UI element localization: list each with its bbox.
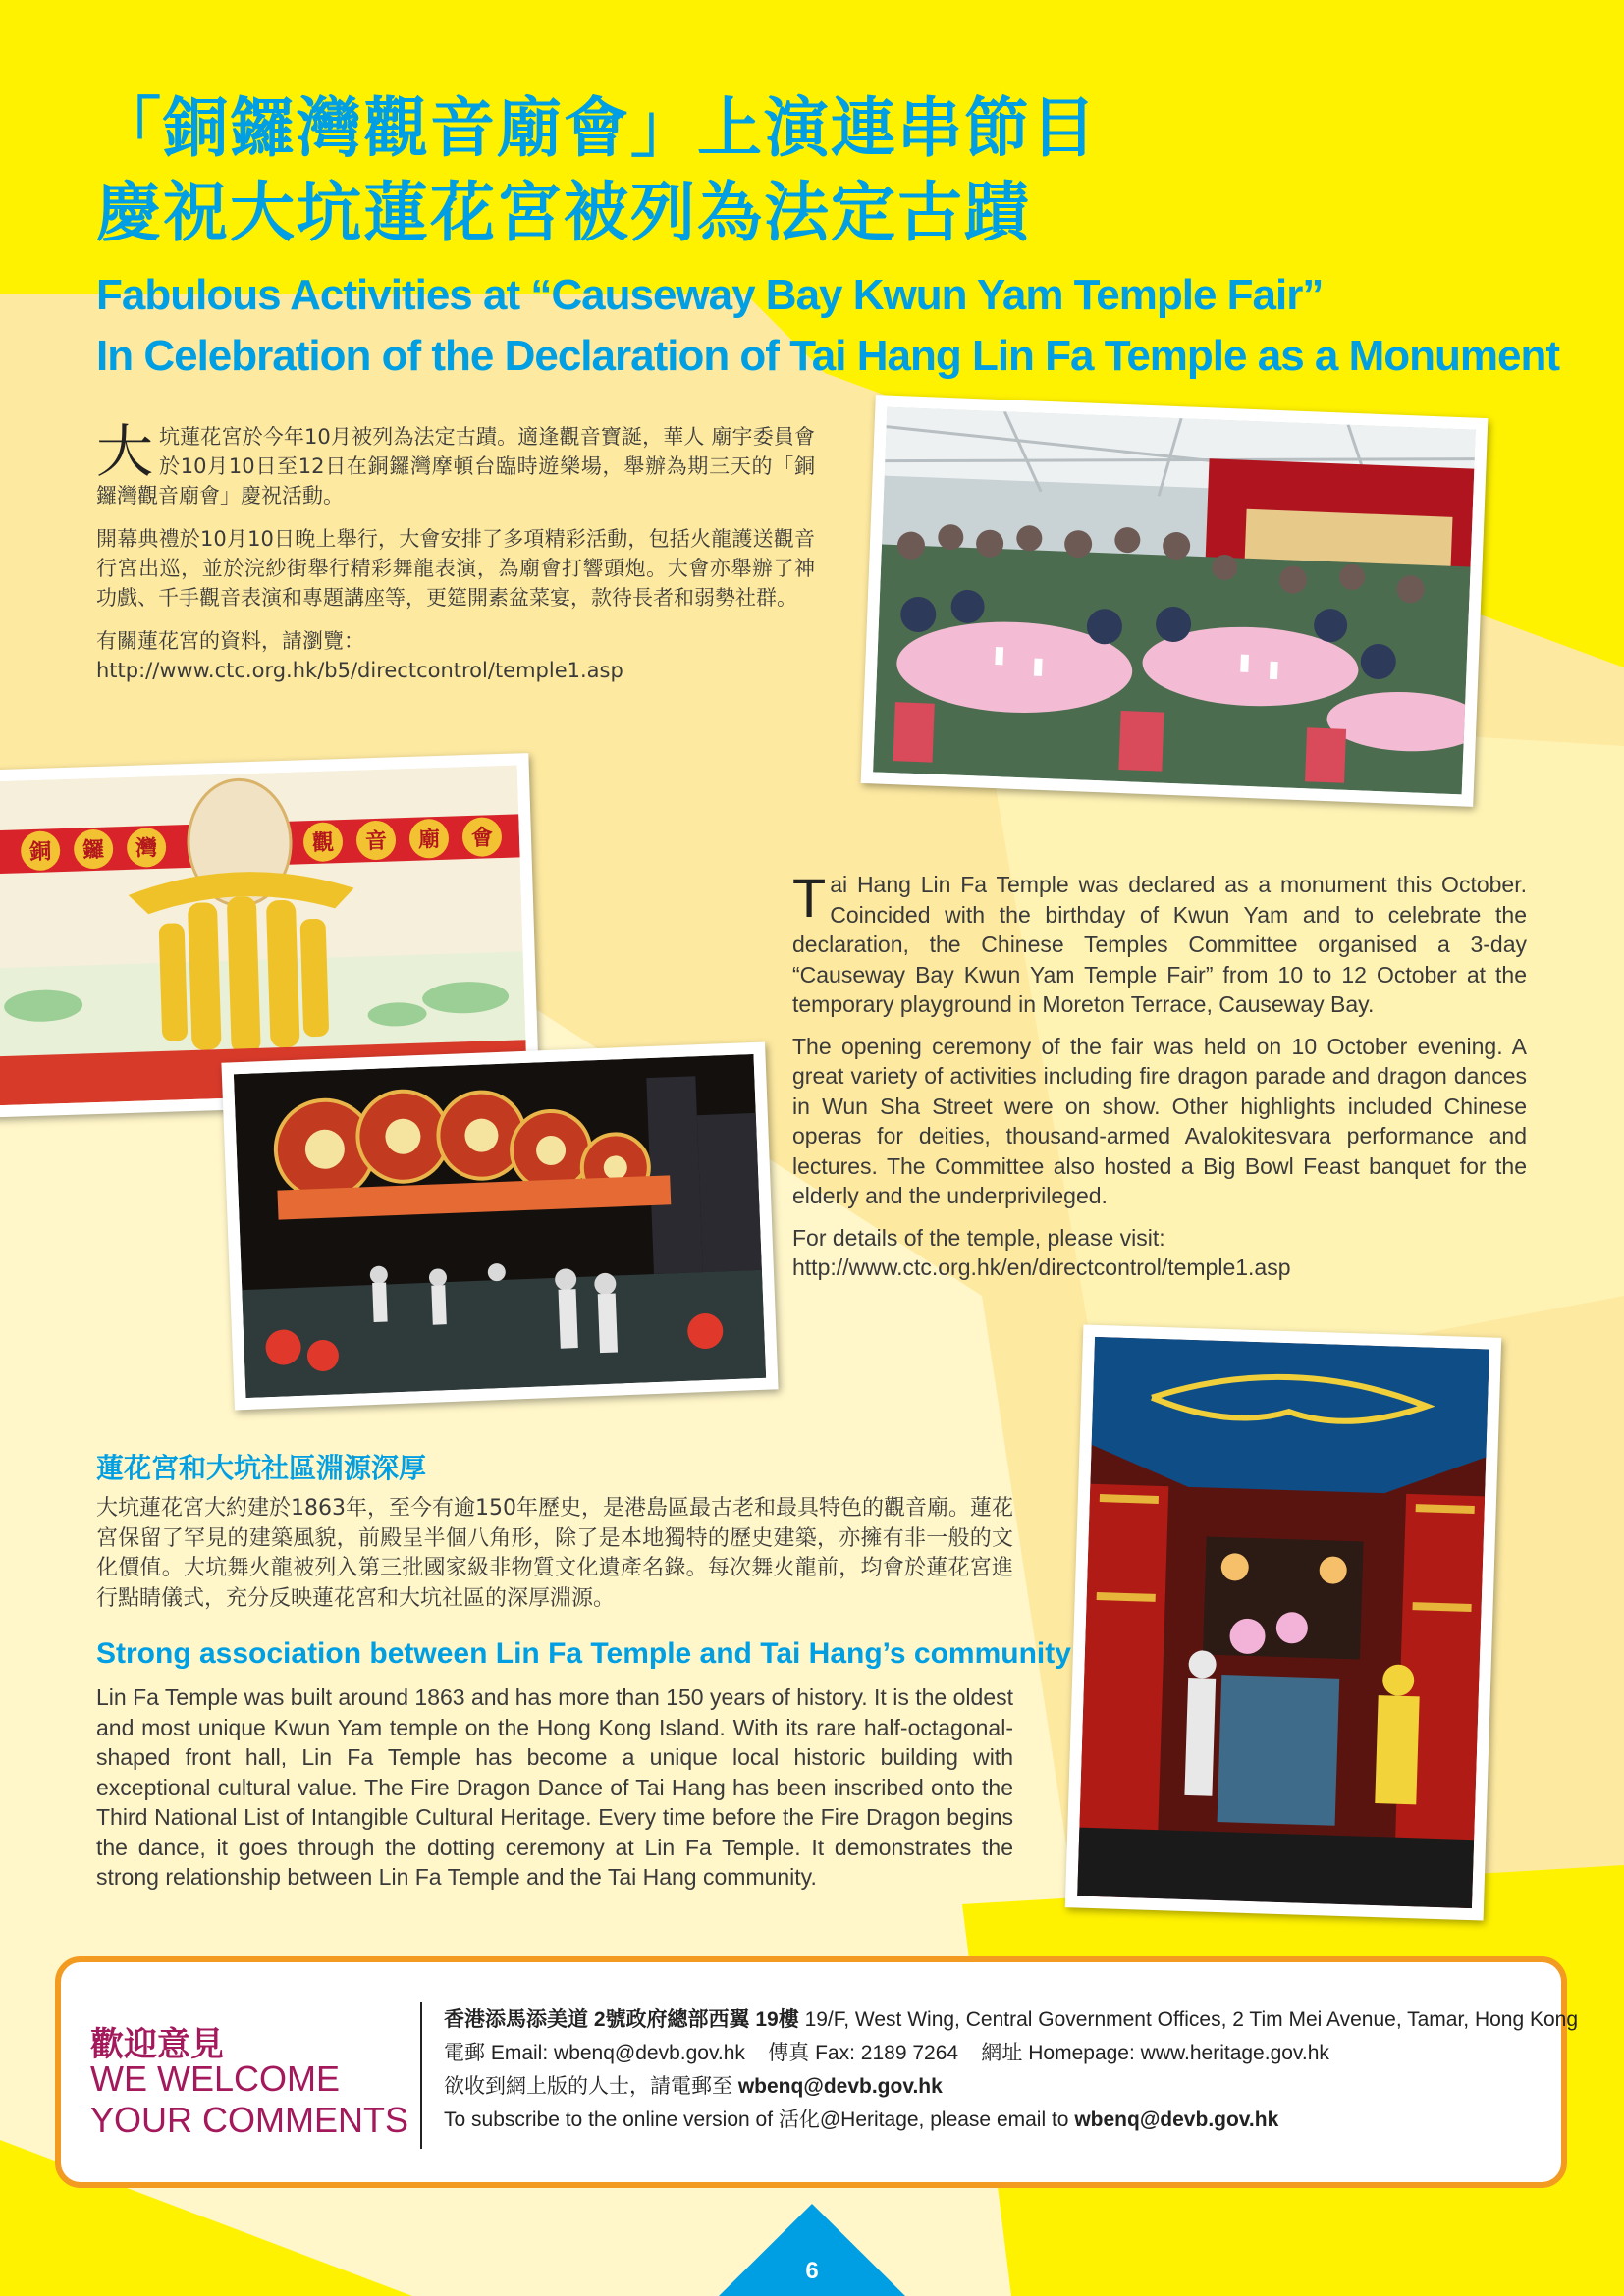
contact-details — [444, 2003, 1579, 2137]
section-heading-zh: 蓮花宮和大坑社區淵源深厚 — [96, 1452, 427, 1484]
banner-char: 銅 — [28, 839, 52, 866]
title-en-line2: In Celebration of the Declaration of Tai Hang Lin Fa Temple as a Monument — [96, 332, 1559, 380]
subscribe-en-text: To subscribe to the online version of 活化@Heritage, please email to — [444, 2109, 1069, 2131]
intro-en-paragraph-1: Tai Hang Lin Fa Temple was declared as a monument this October. Coincided with the birthday of Kwun Yam and to celebrate the declaration, the Chinese Temples Committee organised a 3-day “Causeway Bay Kwun Yam Temple Fair” from 10 to 12 October at the temporary playground in Moreton Terrace, Causeway Bay. — [792, 867, 1527, 1017]
photo-banquet — [861, 395, 1489, 807]
fax-label: 傳真 Fax: — [768, 2042, 855, 2064]
title-en-line1: Fabulous Activities at “Causeway Bay Kwun Yam Temple Fair” — [96, 271, 1324, 319]
section-body-zh — [96, 1494, 1013, 1628]
intro-english — [792, 867, 1527, 1295]
email-label: 電郵 Email: — [444, 2042, 549, 2064]
welcome-zh: 歡迎意見 — [90, 2025, 224, 2064]
section-heading-en: Strong association between Lin Fa Temple and Tai Hang’s community — [96, 1637, 1071, 1670]
intro-en-paragraph-3 — [792, 1223, 1527, 1283]
banner-char: 觀 — [311, 830, 335, 857]
dropcap-en: T — [792, 867, 827, 929]
intro-zh-paragraph-1: 大坑蓮花宮於今年10月被列為法定古蹟。適逢觀音寶誕，華人 廟宇委員會於10月10日至12日在銅鑼灣摩頓台臨時遊樂場，舉辦為期三天的「銅鑼灣觀音廟會」慶祝活動。 — [96, 418, 815, 507]
temple-interior-image — [1077, 1337, 1489, 1908]
intro-zh-link[interactable]: http://www.ctc.org.hk/b5/directcontrol/temple1.asp — [96, 659, 623, 682]
contact-line — [444, 2037, 1553, 2070]
welcome-en-line2: YOUR COMMENTS — [90, 2100, 408, 2140]
section-zh-paragraph: 大坑蓮花宮大約建於1863年，至今有逾150年歷史，是港島區最古老和最具特色的觀音廟。蓮花宮保留了罕見的建築風貌，前殿呈半個八角形，除了是本地獨特的歷史建築，亦擁有非一般的文化價值。大坑舞火龍被列入第三批國家級非物質文化遺產名錄。每次舞火龍前，均會於蓮花宮進行點睛儀式，充分反映蓮花宮和大坑社區的深厚淵源。 — [96, 1496, 1013, 1611]
address-zh: 香港添馬添美道 2號政府總部西翼 19樓 — [444, 2008, 799, 2031]
email-link[interactable]: wbenq@devb.gov.hk — [554, 2042, 745, 2064]
welcome-en — [90, 2058, 414, 2141]
subscribe-zh-line — [444, 2070, 1553, 2104]
fire-dragon-image — [234, 1054, 766, 1398]
title-zh-line1: 「銅鑼灣觀音廟會」上演連串節目 — [96, 90, 1098, 166]
subscribe-en-email[interactable]: wbenq@devb.gov.hk — [1074, 2109, 1279, 2131]
address-en: 19/F, West Wing, Central Government Offices, 2 Tim Mei Avenue, Tamar, Hong Kong — [804, 2008, 1579, 2031]
homepage-label: 網址 Homepage: — [981, 2042, 1135, 2064]
title-zh-line2: 慶祝大坑蓮花宮被列為法定古蹟 — [96, 175, 1031, 250]
section-en-paragraph: Lin Fa Temple was built around 1863 and has more than 150 years of history. It is the oldest and most unique Kwun Yam temple on the Hong Kong Island. With its rare half-octagonal-shaped front hall, Lin Fa Temple has become a unique local historic building with exceptional cultural value. The Fire Dragon Dance of Tai Hang has been inscribed onto the Third National List of Intangible Cultural Heritage. Every time before the Fire Dragon begins the dance, it goes through the dotting ceremony at Lin Fa Temple. It demonstrates the strong relationship between Lin Fa Temple and the Tai Hang community. — [96, 1684, 1013, 1890]
intro-zh-link-label: 有關蓮花宮的資料，請瀏覽： — [96, 629, 364, 653]
address-line — [444, 2003, 1579, 2037]
intro-zh-paragraph-2: 開幕典禮於10月10日晚上舉行，大會安排了多項精彩活動，包括火龍護送觀音行宮出巡，並於浣紗街舉行精彩舞龍表演，為廟會打響頭炮。大會亦舉辦了神功戲、千手觀音表演和專題講座等，更筵開素盆菜宴，款待長者和弱勢社群。 — [96, 527, 815, 610]
photo-temple-interior — [1065, 1324, 1501, 1920]
intro-en-link-label: For details of the temple, please visit: — [792, 1224, 1165, 1251]
title-chinese — [96, 86, 1176, 255]
intro-zh-paragraph-3 — [96, 626, 815, 685]
homepage-link[interactable]: www.heritage.gov.hk — [1140, 2042, 1329, 2064]
banner-char: 灣 — [135, 836, 158, 862]
subscribe-en-line — [444, 2104, 1553, 2137]
footer-divider — [420, 2002, 422, 2149]
subscribe-zh-text: 欲收到網上版的人士，請電郵至 — [444, 2075, 732, 2098]
photo-fire-dragon — [221, 1041, 778, 1410]
page-number: 6 — [805, 2258, 819, 2284]
banquet-image — [873, 407, 1476, 795]
banner-char: 廟 — [417, 827, 441, 853]
banner-char: 音 — [364, 828, 388, 855]
section-body-en — [96, 1682, 1013, 1904]
intro-en-link[interactable]: http://www.ctc.org.hk/en/directcontrol/temple1.asp — [792, 1255, 1291, 1280]
subscribe-zh-email[interactable]: wbenq@devb.gov.hk — [737, 2075, 943, 2098]
comments-footer — [55, 1956, 1579, 2188]
intro-chinese — [96, 418, 815, 699]
fax-number: 2189 7264 — [860, 2042, 959, 2064]
intro-en-paragraph-2: The opening ceremony of the fair was held on 10 October evening. A great variety of activities including fire dragon parade and dragon dances in Wun Sha Street were on show. Other highlights included Chinese operas for deities, thousand-armed Avalokitesvara performance and lectures. The Committee also hosted a Big Bowl Feast banquet for the elderly and the underprivileged. — [792, 1033, 1527, 1208]
welcome-en-line1: WE WELCOME — [90, 2058, 341, 2099]
dropcap-zh: 大 — [96, 418, 154, 485]
banner-char: 鑼 — [81, 837, 105, 864]
title-english — [96, 265, 1569, 387]
banner-char: 會 — [470, 826, 494, 851]
